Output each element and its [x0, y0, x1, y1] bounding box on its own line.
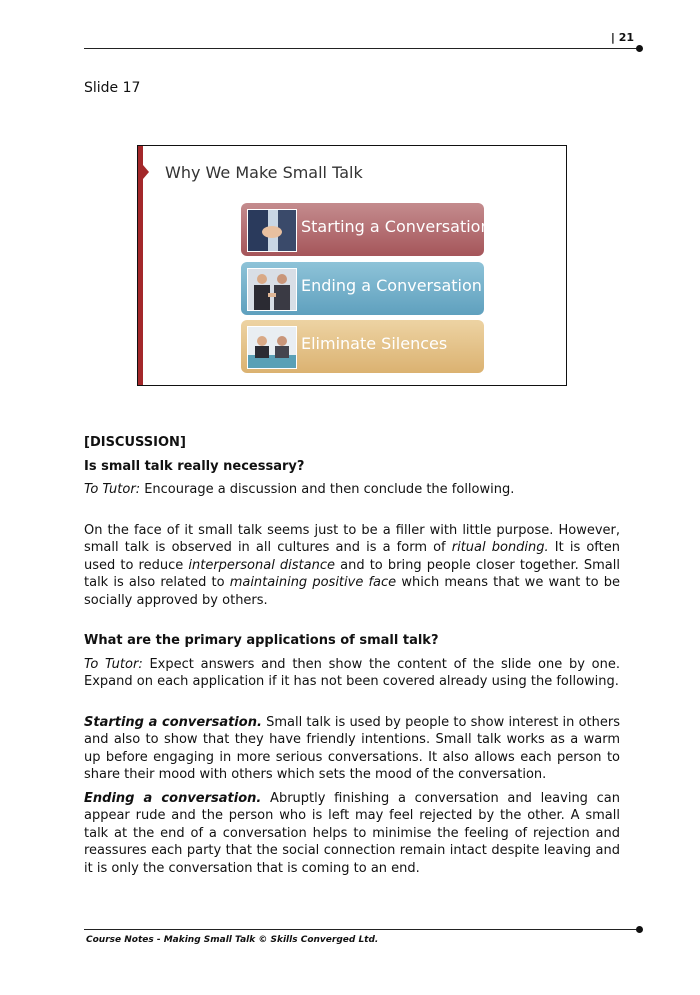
page-number: | 21: [610, 31, 634, 44]
discussion-section: [84, 434, 620, 877]
header-rule-dot: [636, 45, 643, 52]
slide-item-label: Starting a Conversation: [301, 217, 491, 236]
italic-term: ritual bonding.: [451, 540, 549, 555]
footer-rule-dot: [636, 926, 643, 933]
paragraph-filler: [84, 522, 620, 610]
tutor-label: To Tutor:: [84, 656, 143, 672]
business-handshake-photo-icon: [247, 268, 297, 311]
slide-item-label: Ending a Conversation: [301, 276, 482, 295]
italic-term: interpersonal distance: [188, 557, 336, 573]
slide-thumbnail: [137, 145, 567, 386]
text-run: Abruptly finishing a conversation and leaving can appear rude and the person who is left may feel rejected by the other. A small talk at the end of a conversation helps to minimise the feeling of rejection and reassures each party that the social connection remain intact despite leaving and it is only the conversation that is coming to an end.: [84, 790, 620, 876]
term-ending: Ending a conversation.: [84, 790, 262, 806]
slide-item-ending: [241, 262, 484, 315]
question-necessary: Is small talk really necessary?: [84, 458, 305, 474]
term-starting: Starting a conversation.: [84, 714, 262, 730]
text-run: It is often used to reduce: [84, 540, 620, 573]
tutor-label: To Tutor:: [84, 482, 141, 497]
text-run: Small talk is used by people to show interest in others and also to show that they have friendly intentions. Small talk works as a warm up before engaging in more serious conversations. It also allows each person to share their mood with others which sets the mood of the conversation.: [84, 714, 621, 782]
italic-term: maintaining positive face: [229, 575, 397, 590]
paragraph-starting: [84, 714, 620, 784]
slide-item-label: Eliminate Silences: [301, 334, 448, 353]
paragraph-ending: [84, 790, 620, 878]
slide-title: Why We Make Small Talk: [165, 163, 363, 182]
tutor-note-2: [84, 656, 620, 691]
footer-text: Course Notes - Making Small Talk © Skills Converged Ltd.: [86, 935, 379, 945]
footer-rule: [84, 929, 640, 930]
slide-label: Slide 17: [84, 80, 141, 96]
header-rule: [84, 48, 640, 49]
handshake-photo-icon: [247, 209, 297, 252]
tutor-note-text: Encourage a discussion and then conclude the following.: [140, 482, 515, 497]
tutor-note-text: Expect answers and then show the content of the slide one by one. Expand on each application if it has not been covered already using the following.: [84, 656, 620, 689]
text-run: On the face of it small talk seems just to be a filler with little purpose. However, small talk is observed in all cultures and is a form of: [84, 522, 620, 555]
text-run: which means that we want to be socially approved by others.: [84, 575, 620, 608]
meeting-people-photo-icon: [247, 326, 297, 369]
slide-arrow-icon: [143, 165, 149, 179]
tutor-note-1: [84, 481, 620, 499]
text-run: and to bring people closer together. Small talk is also related to: [84, 557, 620, 590]
slide-accent-bar: [138, 146, 143, 385]
slide-item-silences: [241, 320, 484, 373]
discussion-heading: [DISCUSSION]: [84, 435, 186, 450]
question-applications: What are the primary applications of small talk?: [84, 633, 439, 648]
slide-item-starting: [241, 203, 491, 256]
